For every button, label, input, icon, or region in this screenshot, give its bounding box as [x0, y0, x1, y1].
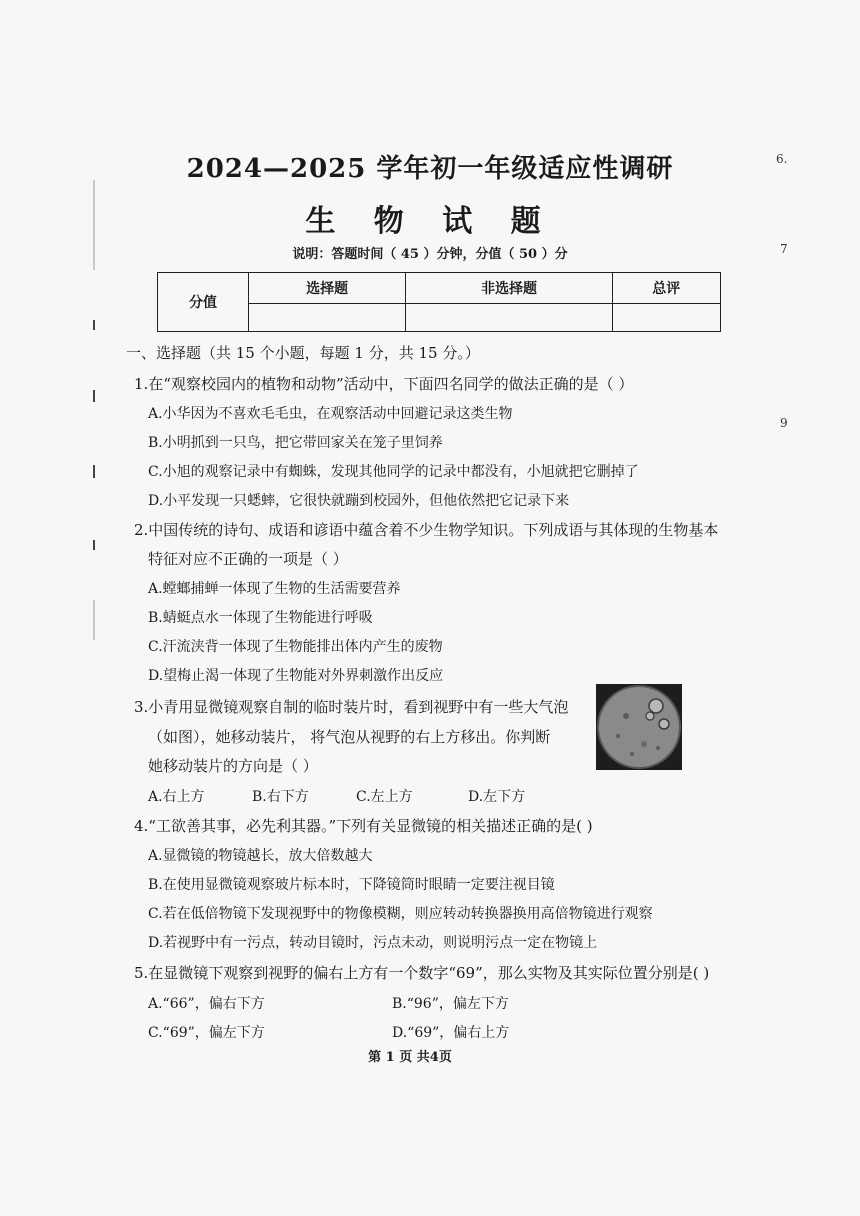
- question-4-option-d: D.若视野中有一污点，转动目镜时，污点未动，则说明污点一定在物镜上: [148, 935, 598, 951]
- question-4-option-a: A.显微镜的物镜越长，放大倍数越大: [148, 848, 373, 864]
- question-3-stem-cont-1: （如图），她移动装片， 将气泡从视野的右上方移出。你判断: [148, 728, 551, 746]
- exam-instructions: 说明：答题时间（ 45 ）分钟，分值（ 50 ）分: [292, 247, 568, 262]
- question-1-option-b: B.小明抓到一只鸟，把它带回家关在笼子里饲养: [148, 435, 443, 451]
- question-3-option-b: B.右下方: [252, 789, 309, 805]
- question-2-option-a: A.螳螂捕蝉一体现了生物的生活需要营养: [148, 581, 401, 597]
- margin-mark-9: 9: [780, 416, 788, 430]
- question-4-stem: 4.“工欲善其事，必先利其器。”下列有关显微镜的相关描述正确的是( ): [134, 817, 593, 835]
- margin-mark-7: 7: [780, 242, 788, 256]
- question-3-option-a: A.右上方: [148, 789, 205, 805]
- score-cell-nonchoice[interactable]: [406, 304, 612, 332]
- score-cell-choice[interactable]: [249, 304, 406, 332]
- question-3-stem-cont-2: 她移动装片的方向是（ ）: [148, 757, 318, 775]
- question-2-option-c: C.汗流浃背一体现了生物能排出体内产生的废物: [148, 639, 443, 655]
- question-1-option-d: D.小平发现一只蟋蟀，它很快就蹦到校园外，但他依然把它记录下来: [148, 493, 570, 509]
- question-3-option-c: C.左上方: [356, 789, 413, 805]
- score-col-choice: 选择题: [249, 273, 406, 304]
- score-table: [157, 272, 721, 332]
- question-1-option-a: A.小华因为不喜欢毛毛虫，在观察活动中回避记录这类生物: [148, 406, 513, 422]
- page-footer: 第 1 页 共4页: [368, 1050, 452, 1065]
- question-1-stem: 1.在“观察校园内的植物和动物”活动中，下面四名同学的做法正确的是（ ）: [134, 375, 634, 393]
- question-2-stem: 2.中国传统的诗句、成语和谚语中蕴含着不少生物学知识。下列成语与其体现的生物基本: [134, 521, 719, 539]
- question-5-option-d: D.“69”，偏右上方: [392, 1025, 510, 1041]
- question-3-option-d: D.左下方: [468, 789, 526, 805]
- score-col-nonchoice: 非选择题: [406, 273, 612, 304]
- question-2-option-b: B.蜻蜓点水一体现了生物能进行呼吸: [148, 610, 373, 626]
- question-2-option-d: D.望梅止渴一体现了生物能对外界刺激作出反应: [148, 668, 444, 684]
- microscope-field-image: [596, 684, 682, 770]
- question-5-option-c: C.“69”，偏左下方: [148, 1025, 265, 1041]
- exam-title: 2024—2025 学年初一年级适应性调研: [186, 154, 674, 184]
- question-4-option-b: B.在使用显微镜观察玻片标本时，下降镜筒时眼睛一定要注视目镜: [148, 877, 555, 893]
- question-5-stem: 5.在显微镜下观察到视野的偏右上方有一个数字“69”，那么实物及其实际位置分别是( ): [134, 964, 710, 982]
- exam-subject: 生 物 试 题: [305, 204, 555, 239]
- score-row-label: 分值: [158, 273, 249, 332]
- question-2-stem-cont: 特征对应不正确的一项是（ ）: [148, 550, 348, 568]
- question-5-option-b: B.“96”，偏左下方: [392, 996, 509, 1012]
- margin-mark-6: 6.: [776, 152, 788, 166]
- binding-margin-marks: [84, 180, 104, 640]
- section-heading: 一、选择题（共 15 个小题，每题 1 分，共 15 分。）: [126, 344, 480, 362]
- question-4-option-c: C.若在低倍物镜下发现视野中的物像模糊，则应转动转换器换用高倍物镜进行观察: [148, 906, 653, 922]
- question-5-option-a: A.“66”，偏右下方: [148, 996, 265, 1012]
- question-3-stem: 3.小青用显微镜观察自制的临时装片时，看到视野中有一些大气泡: [134, 698, 569, 716]
- question-1-option-c: C.小旭的观察记录中有蜘蛛，发现其他同学的记录中都没有，小旭就把它删掉了: [148, 464, 639, 480]
- score-cell-total[interactable]: [612, 304, 720, 332]
- score-col-total: 总评: [612, 273, 720, 304]
